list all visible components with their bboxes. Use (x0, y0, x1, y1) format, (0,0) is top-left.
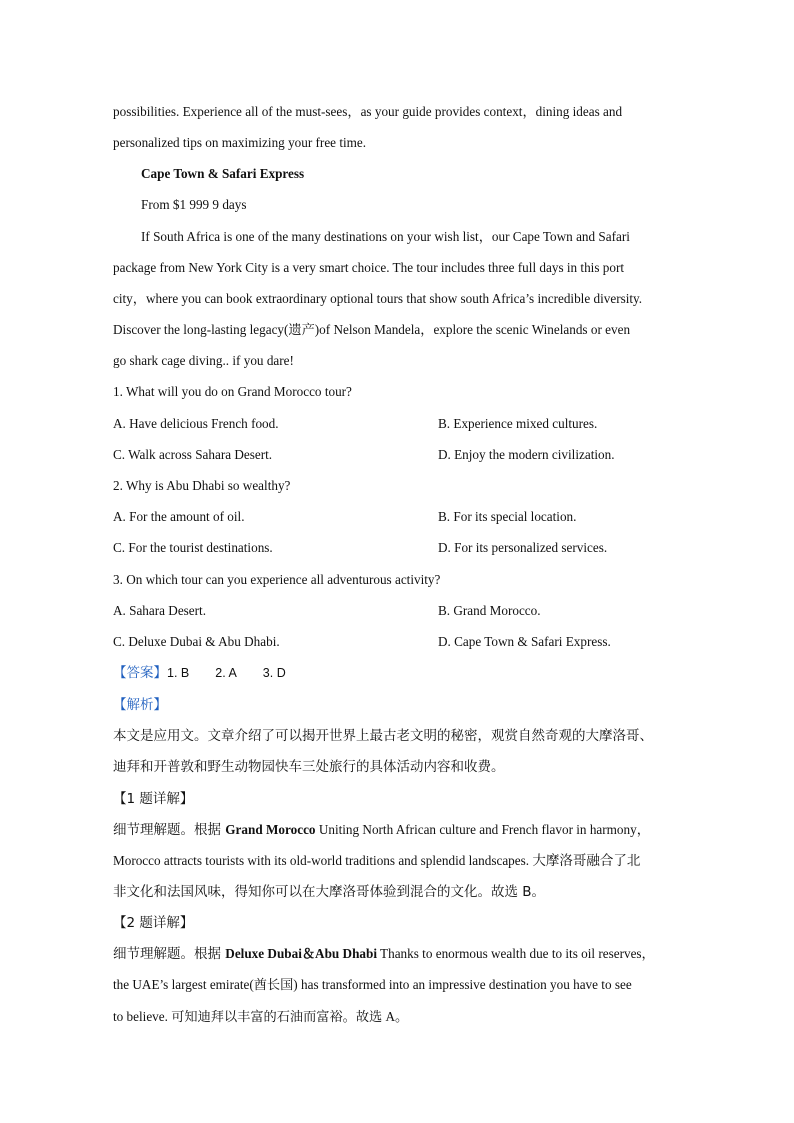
detail-quote: Morocco attracts tourists with its old-world traditions and splendid landscapes. (113, 853, 533, 868)
option-c: C. Walk across Sahara Desert. (113, 447, 273, 462)
detail-line: the UAE’s largest emirate(酋长国) has transformed into an impressive destination you have to see (113, 977, 632, 992)
tour-price: From $1 999 9 days (141, 197, 247, 212)
detail-prefix: 细节理解题。根据 (113, 946, 226, 962)
question-stem: 1. What will you do on Grand Morocco tour? (113, 384, 352, 399)
analysis-line: 迪拜和开普敦和野生动物园快车三处旅行的具体活动内容和收费。 (113, 759, 505, 775)
detail-quote: Uniting North African culture and French flavor in harmony， (315, 822, 650, 837)
passage-line: package from New York City is a very smart choice. The tour includes three full days in this port (113, 260, 625, 275)
option-d: D. Enjoy the modern civilization. (438, 447, 615, 462)
option-b: B. Experience mixed cultures. (438, 416, 598, 431)
passage-line: Discover the long-lasting legacy(遗产)of Nelson Mandela，explore the scenic Winelands or even (113, 322, 631, 337)
answer-3: 3. D (262, 666, 286, 680)
option-d: D. Cape Town & Safari Express. (438, 634, 611, 649)
analysis-line: 本文是应用文。文章介绍了可以揭开世界上最古老文明的秘密，观赏自然奇观的大摩洛哥、 (113, 728, 653, 744)
detail-bold-ref: Grand Morocco (225, 822, 316, 837)
question-stem: 3. On which tour can you experience all adventurous activity? (113, 572, 441, 587)
detail-heading: 【2 题详解】 (113, 915, 194, 931)
detail-heading: 【1 题详解】 (113, 791, 194, 807)
detail-explain: 大摩洛哥融合了北 (532, 853, 641, 869)
option-b: B. Grand Morocco. (438, 603, 541, 618)
option-a: A. Have delicious French food. (113, 416, 279, 431)
passage-line: If South Africa is one of the many destinations on your wish list，our Cape Town and Safari (141, 229, 630, 244)
detail-bold-ref: Deluxe Dubai＆Abu Dhabi (225, 946, 377, 961)
option-a: A. For the amount of oil. (113, 509, 245, 524)
detail-line (113, 821, 650, 839)
analysis-label: 【解析】 (113, 697, 167, 713)
passage-line: possibilities. Experience all of the must-sees，as your guide provides context，dining ideas and (113, 104, 623, 119)
option-d: D. For its personalized services. (438, 540, 608, 555)
answer-1: 1. B (167, 666, 190, 680)
option-c: C. For the tourist destinations. (113, 540, 273, 555)
answer-line (113, 664, 286, 682)
answer-2: 2. A (215, 666, 237, 680)
detail-line: to believe. 可知迪拜以丰富的石油而富裕。故选 A。 (113, 1009, 409, 1024)
detail-line (113, 852, 640, 870)
passage-line: personalized tips on maximizing your free time. (113, 135, 367, 150)
option-c: C. Deluxe Dubai & Abu Dhabi. (113, 634, 280, 649)
tour-title: Cape Town & Safari Express (141, 166, 305, 181)
passage-line: go shark cage diving.. if you dare! (113, 353, 294, 368)
detail-line: 非文化和法国风味，得知你可以在大摩洛哥体验到混合的文化。故选 B。 (113, 884, 546, 900)
detail-quote: Thanks to enormous wealth due to its oil reserves， (377, 946, 655, 961)
answer-label: 【答案】 (113, 665, 167, 681)
passage-line: city，where you can book extraordinary optional tours that show south Africa’s incredible diversity. (113, 291, 643, 306)
detail-prefix: 细节理解题。根据 (113, 822, 226, 838)
option-a: A. Sahara Desert. (113, 603, 207, 618)
detail-line (113, 945, 655, 963)
question-stem: 2. Why is Abu Dhabi so wealthy? (113, 478, 291, 493)
option-b: B. For its special location. (438, 509, 577, 524)
